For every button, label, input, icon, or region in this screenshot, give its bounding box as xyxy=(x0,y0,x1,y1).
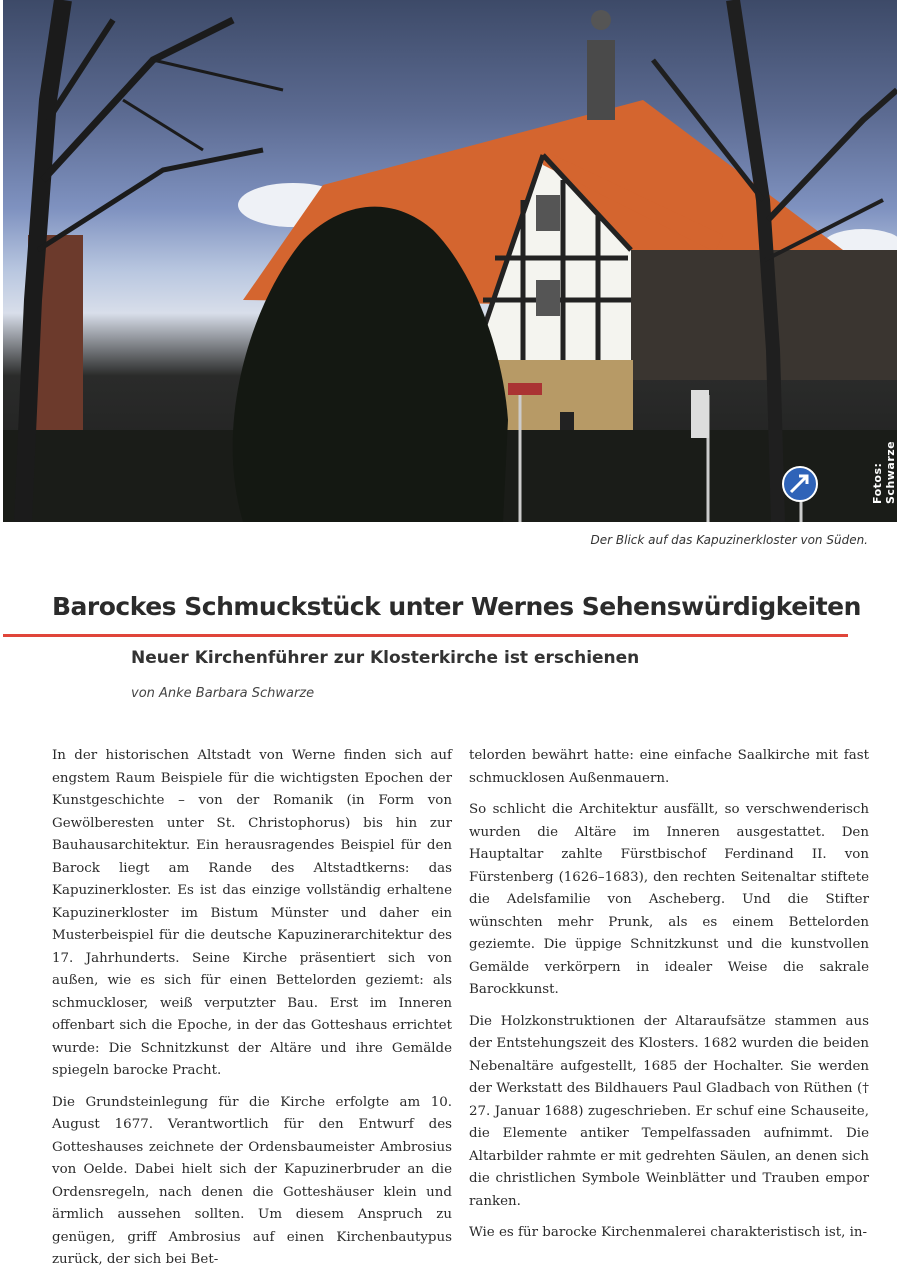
window xyxy=(536,195,560,231)
article-column-1 xyxy=(52,745,452,1281)
street-sign xyxy=(508,383,542,395)
article-subheadline: Neuer Kirchenführer zur Klosterkirche ist erschienen xyxy=(131,648,640,668)
window xyxy=(536,280,560,316)
paragraph: Die Grundsteinlegung für die Kirche erfolgte am 10. August 1677. Verantwortlich für den Entwurf des Gotteshauses zeichnete der Ordensbaumeister Ambrosius von Oelde. Dabei hielt sich der Kapuzinerbruder an die Ordensregeln, nach denen die Gotteshäuser klein und ärmlich aussehen sollten. Um diesem Anspruch zu genügen, griff Ambrosius auf einen Kirchenbautypus zurück, der sich bei Bet- xyxy=(52,1094,452,1267)
paragraph: Die Holzkonstruktionen der Altaraufsätze stammen aus der Entstehungszeit des Klosters. 1682 wurden die beiden Nebenaltäre aufgestellt, 1685 der Hochalter. Sie werden der Werkstatt des Bildhauers Paul Gladbach von Rüthen († 27. Januar 1688) zugeschrieben. Er schuf eine Schauseite, die Elemente antiker Tempelfassaden aufnimmt. Die Altarbilder rahmte er mit gedrehten Säulen, an denen sich die christlichen Symbole Weinblätter und Trauben empor ranken. xyxy=(469,1013,869,1209)
tower-dome xyxy=(591,10,611,30)
monastery-illustration xyxy=(3,0,897,522)
photo-credit: Fotos: Schwarze xyxy=(871,440,897,504)
paragraph: In der historischen Altstadt von Werne finden sich auf engstem Raum Beispiele für die wichtigsten Epochen der Kunstgeschichte – von der Romanik (in Form von Gewölberesten unter St. Christophorus) bis hin zur Bauhausarchitektur. Ein herausragendes Beispiel für den Barock liegt am Rande des Altstadtkerns: das Kapuzinerkloster. Es ist das einzige vollständig erhaltene Kapuzinerkloster im Bistum Münster und daher ein Musterbeispiel für die deutsche Kapuzinerarchitektur des 17. Jahrhunderts. Seine Kirche präsentiert sich von außen, wie es sich für einen Bettelorden geziemt: als schmuckloser, weiß verputzter Bau. Erst im Inneren offenbart sich die Epoche, in der das Gotteshaus errichtet wurde: Die Schnitzkunst der Altäre und ihre Gemälde spiegeln barocke Pracht. xyxy=(52,748,452,1078)
monastery-photo xyxy=(3,0,897,522)
article-headline: Barockes Schmuckstück unter Wernes Sehenswürdigkeiten xyxy=(52,592,861,621)
paragraph: Wie es für barocke Kirchenmalerei charakteristisch ist, in- xyxy=(469,1225,868,1240)
paragraph: So schlicht die Architektur ausfällt, so verschwenderisch wurden die Altäre im Inneren ausgestattet. Den Hauptaltar zahlte Fürstbischof Ferdinand II. von Fürstenberg (1626–1683), den rechten Seitenaltar stiftete die Adelsfamilie von Ascheberg. Und die Stifter wünschten mehr Prunk, als es einem Bettelorden geziemte. Die üppige Schnitzkunst und die kunstvollen Gemälde verkörpern in idealer Weise die sakrale Barockkunst. xyxy=(469,802,869,997)
photo-caption: Der Blick auf das Kapuzinerkloster von Süden. xyxy=(590,533,868,547)
article-column-2 xyxy=(469,745,869,1254)
article-author: von Anke Barbara Schwarze xyxy=(131,686,315,701)
paragraph: telorden bewährt hatte: eine einfache Saalkirche mit fast schmucklosen Außenmauern. xyxy=(469,748,869,786)
roof-tower xyxy=(587,40,615,120)
headline-rule xyxy=(3,634,848,637)
direction-sign xyxy=(691,390,709,438)
